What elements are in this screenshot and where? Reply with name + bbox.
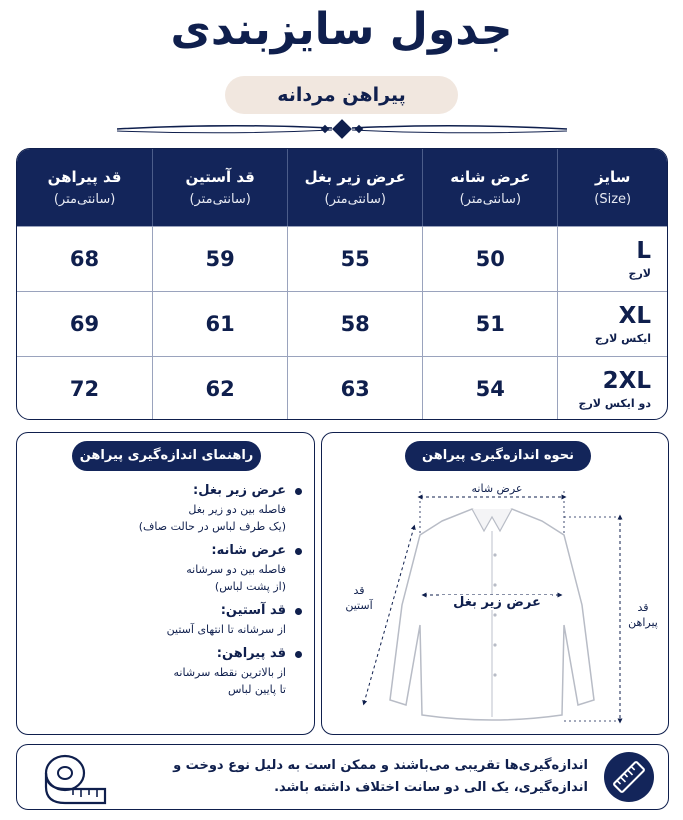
guide-line: (یک طرف لباس در حالت صاف) [138,520,286,533]
size-code: 2XL [602,368,651,394]
sleeve-label [334,583,384,613]
size-name: ایکس لارج [594,332,651,345]
bullet-icon [295,548,302,555]
disclaimer-note [16,744,669,810]
bullet-icon [295,608,302,615]
header-sleeve [152,149,287,226]
how-to-measure-panel [321,432,669,735]
guide-item-title: عرض زیر بغل: [193,483,286,498]
shoulder-value: 51 [422,292,557,356]
page-title: جدول سایزبندی [170,4,513,55]
header-chest [287,149,422,226]
guide-line: از سرشانه تا انتهای آستین [166,623,286,636]
guide-item-desc [32,501,286,535]
list-item [32,603,302,638]
list-item [32,646,302,698]
header-title: سایز [595,168,631,186]
diamond-divider-icon [117,119,567,139]
guide-item-desc [32,621,286,638]
subtitle-badge: پیراهن مردانه [225,76,458,114]
guide-line: فاصله بین دو زیر بغل [188,503,286,516]
length-label [620,600,666,630]
size-name: لارج [628,267,651,280]
guide-line: (از پشت لباس) [214,580,286,593]
chest-label: عرض زیر بغل [442,595,552,610]
sleeve-value: 62 [152,357,287,420]
guide-item-desc [32,664,286,698]
header-length [17,149,152,226]
header-unit: (سانتی‌متر) [324,192,386,207]
list-item [32,543,302,595]
guide-line: فاصله بین دو سرشانه [186,563,286,576]
header-unit: (سانتی‌متر) [459,192,522,207]
header-title: عرض شانه [450,168,531,186]
chest-value: 63 [287,357,422,420]
size-cell [557,292,667,356]
header-unit: (سانتی‌متر) [189,192,251,207]
note-text: اندازه‌گیری‌ها تقریبی می‌باشند و ممکن است به دلیل نوع دوخت و اندازه‌گیری، یک الی دو سانت اختلاف داشته باشد. [173,758,588,795]
header-shoulder [422,149,557,226]
measurement-guide-panel [16,432,315,735]
measurement-guide-title: راهنمای اندازه‌گیری پیراهن [72,441,261,471]
guide-list [32,483,302,706]
size-name: دو ایکس لارج [578,397,651,410]
table-header-row [17,149,667,226]
shoulder-label: عرض شانه [471,482,523,495]
ruler-icon [604,752,654,802]
header-title: قد آستین [185,168,255,186]
shoulder-value: 54 [422,357,557,420]
list-item [32,483,302,535]
table-row [17,356,667,420]
bullet-icon [295,651,302,658]
how-to-measure-title: نحوه اندازه‌گیری پیراهن [405,441,591,471]
size-table [16,148,668,420]
header-title: عرض زیر بغل [304,168,406,186]
chest-value: 55 [287,227,422,291]
guide-line: تا پایین لباس [227,683,286,696]
sleeve-label-line: قد [353,584,365,597]
guide-item-desc [32,561,286,595]
guide-line: از بالاترین نقطه سرشانه [173,666,286,679]
table-row [17,226,667,291]
measuring-tape-icon [43,751,109,805]
shoulder-value: 50 [422,227,557,291]
length-value: 72 [69,377,100,401]
chest-value: 58 [287,292,422,356]
size-cell [557,227,667,291]
header-title: قد پیراهن [47,168,122,186]
guide-item-title: قد آستین: [220,603,286,618]
size-code: L [636,238,651,264]
sleeve-value: 59 [152,227,287,291]
size-cell [557,357,667,420]
header-unit: (سانتی‌متر) [53,192,116,207]
length-value: 68 [69,247,100,271]
table-row [17,291,667,356]
guide-item-title: عرض شانه: [211,543,286,558]
bullet-icon [295,488,302,495]
length-value: 69 [69,312,100,336]
sleeve-value: 61 [152,292,287,356]
header-unit: (Size) [594,192,632,207]
length-label-line: پیراهن [628,616,658,629]
sleeve-label-line: آستین [345,599,373,612]
size-code: XL [618,303,651,329]
guide-item-title: قد پیراهن: [216,646,286,661]
header-size [557,149,667,226]
length-label-line: قد [637,601,649,614]
